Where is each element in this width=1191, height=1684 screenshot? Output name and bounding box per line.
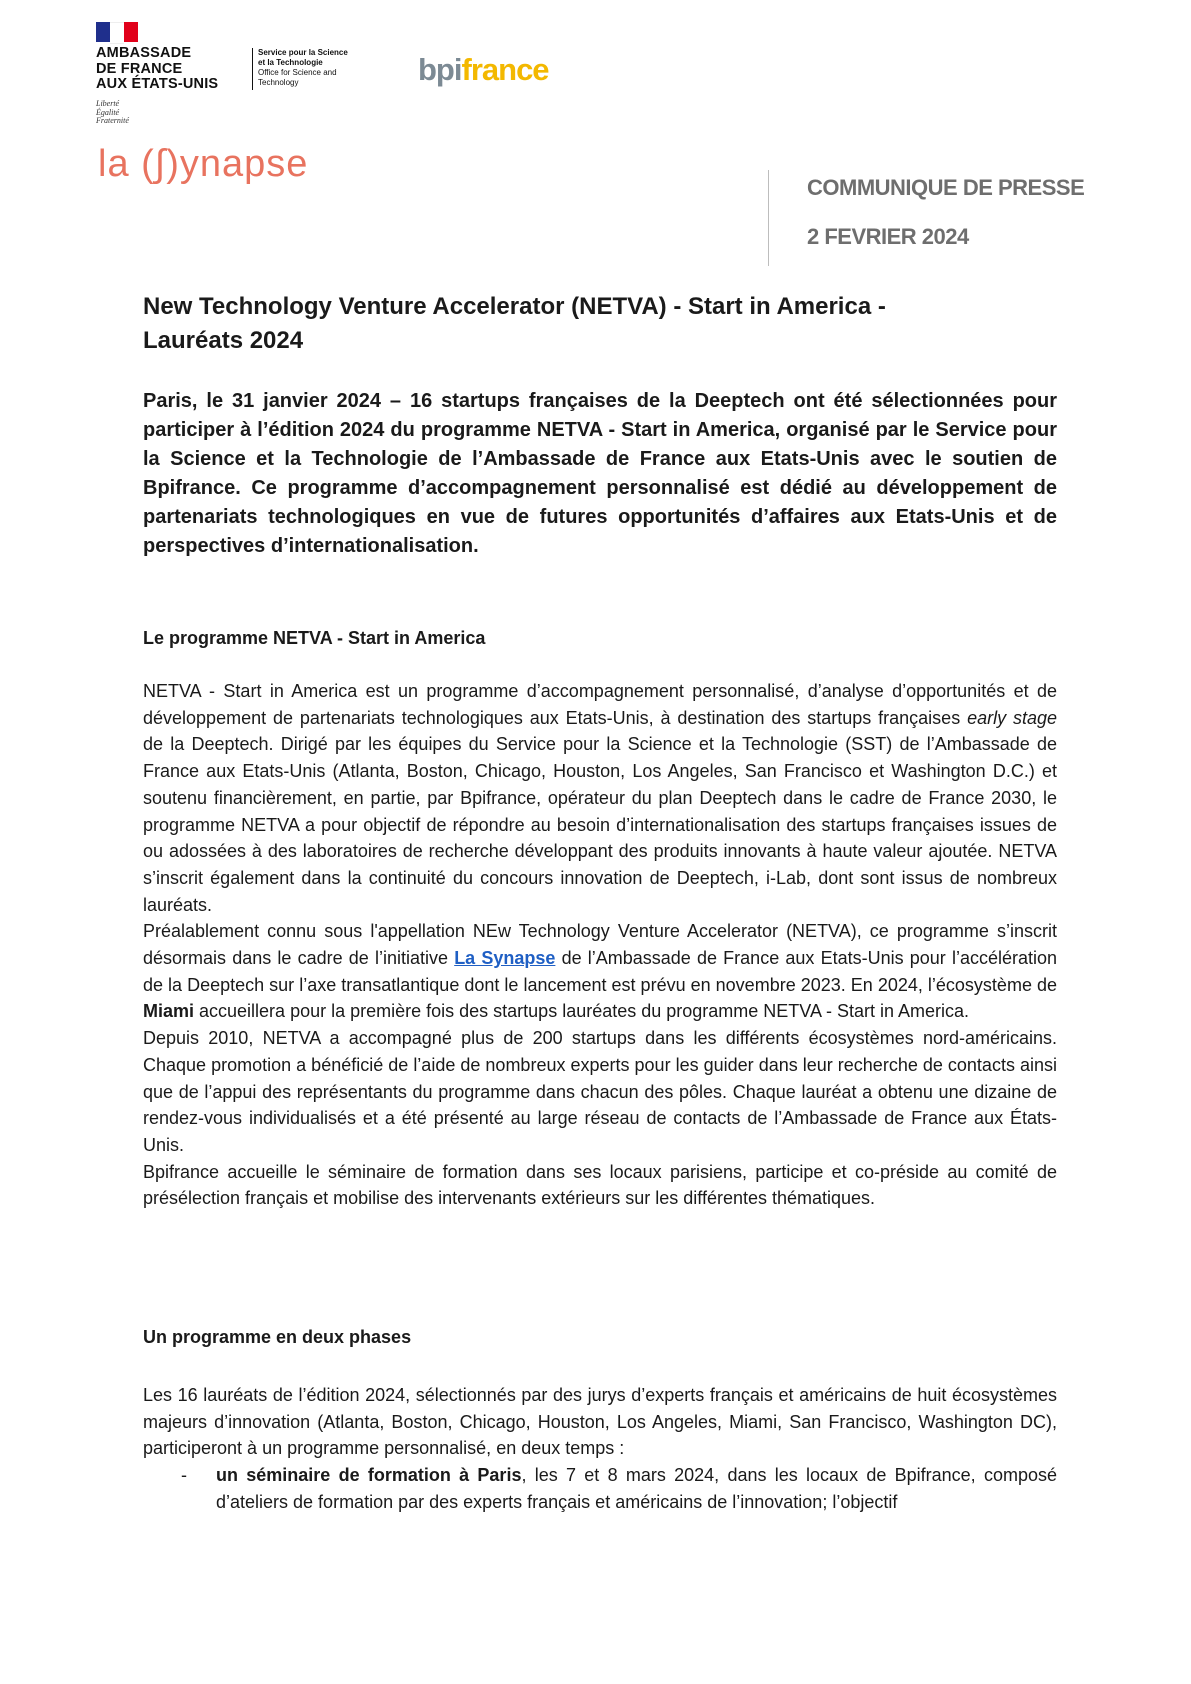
sst-line: Office for Science and — [258, 68, 337, 77]
french-flag-icon — [96, 22, 138, 42]
republic-motto — [96, 100, 129, 126]
emphasis-text: early stage — [967, 707, 1057, 728]
text-run: , les 7 et 8 mars 2024, dans les locaux de Bpifrance, composé d’ateliers de formation par des experts français et américains de l’innovation; l’objectif — [216, 1465, 1057, 1512]
section-body-programme — [143, 678, 1057, 1212]
embassy-line: AUX ÉTATS-UNIS — [96, 76, 219, 92]
paragraph: Les 16 lauréats de l’édition 2024, sélectionnés par des jurys d’experts français et américains de huit écosystèmes majeurs d’innovation (Atlanta, Boston, Chicago, Houston, Los Angeles, Miami, San Francisco, Washington DC), participeront à un programme personnalisé, en deux temps : — [143, 1385, 1057, 1459]
press-release-label: COMMUNIQUE DE PRESSE — [807, 175, 1085, 200]
la-synapse-link[interactable]: La Synapse — [454, 948, 556, 969]
text-run: de l’Ambassade de France aux Etats-Unis pour l’accélération de la Deeptech sur l’axe transatlantique dont le lancement est prévu en novembre 2023. En 2024, l’écosystème de — [143, 948, 1058, 995]
text-run: accueillera pour la première fois des startups lauréates du programme NETVA - Start in America. — [194, 1001, 970, 1022]
bullet-dash: - — [181, 1465, 187, 1486]
paragraph — [143, 678, 1057, 918]
section-heading-programme: Le programme NETVA - Start in America — [143, 628, 486, 648]
bpi-logo-part: bpi — [418, 52, 462, 87]
text-run: NETVA - Start in America est un programme d’accompagnement personnalisé, d’analyse d’opportunités et de développement de partenariats technologiques aux Etats-Unis, à destination des startups françaises — [143, 681, 1057, 728]
text-run: Préalablement connu sous l'appellation NEw Technology Venture Accelerator (NETVA), ce programme s’inscrit désormais dans le cadre de l’initiative — [143, 921, 1057, 969]
sst-logo-text — [258, 48, 348, 88]
bullet-text — [216, 1462, 1057, 1515]
section-heading-phases: Un programme en deux phases — [143, 1327, 412, 1347]
motto-line: Fraternité — [96, 116, 129, 125]
text-run: de la Deeptech. Dirigé par les équipes du Service pour la Science et la Technologie (SST) de l’Ambassade de France aux Etats-Unis (Atlanta, Boston, Chicago, Houston, Los Angeles, San Francisco et Washington D.C.) et soutenu financièrement, en partie, par Bpifrance, opérateur du plan Deeptech dans le cadre de France 2030, le programme NETVA a pour objectif de répondre au besoin d’internationalisation des startups françaises issues de ou adossées à des laboratoires de recherche développant des produits innovants à haute valeur ajoutée. NETVA s’inscrit également dans la continuité du concours innovation de Deeptech, i-Lab, dont sont issus de nombreux lauréats. — [143, 734, 1057, 915]
header-divider — [768, 170, 769, 266]
strong-text: un séminaire de formation à Paris — [216, 1465, 522, 1486]
embassy-logo-text — [96, 46, 218, 93]
france-logo-part: france — [461, 52, 549, 87]
paragraph: Bpifrance accueille le séminaire de formation dans ses locaux parisiens, participe et co-préside au comité de présélection français et mobilise des intervenants extérieurs sur les différentes thématiques. — [143, 1161, 1057, 1209]
paragraph — [143, 918, 1057, 1025]
logo-divider — [252, 48, 253, 90]
section-body-phases — [143, 1382, 1057, 1516]
title-line: New Technology Venture Accelerator (NETVA) - Start in America - — [143, 293, 886, 320]
list-item — [143, 1462, 1057, 1515]
sst-line: et la Technologie — [258, 58, 323, 67]
lead-paragraph: Paris, le 31 janvier 2024 – 16 startups françaises de la Deeptech ont été sélectionnées pour participer à l’édition 2024 du programme NETVA - Start in America, organisé par le Service pour la Science et la Technologie de l’Ambassade de France aux Etats-Unis avec le soutien de Bpifrance. Ce programme d’accompagnement personnalisé est dédié au développement de partenariats technologiques en vue de futures opportunités d’affaires aux Etats-Unis et de perspectives d’internationalisation. — [143, 390, 1057, 557]
bpifrance-logo — [418, 52, 549, 88]
embassy-line: DE FRANCE — [96, 60, 183, 77]
embassy-line: AMBASSADE — [96, 45, 192, 61]
paragraph: Depuis 2010, NETVA a accompagné plus de 200 startups dans les différents écosystèmes nord-américains. Chaque promotion a bénéficié de l’aide de nombreux experts pour les guider dans leur recherche de contacts ainsi que de l’appui des représentants du programme dans chacun des pôles. Chaque lauréat a obtenu une dizaine de rendez-vous individualisés et a été présenté au large réseau de contacts de l’Ambassade de France aux États-Unis. — [143, 1028, 1057, 1155]
strong-text: Miami — [143, 1001, 195, 1022]
document-title — [143, 290, 1023, 358]
sst-line: Service pour la Science — [258, 48, 348, 57]
press-release-date: 2 FEVRIER 2024 — [807, 224, 969, 249]
title-line: Lauréats 2024 — [143, 327, 304, 354]
sst-line: Technology — [258, 78, 299, 87]
la-synapse-logo: la (∫)ynapse — [98, 143, 309, 185]
motto-line: Égalité — [96, 107, 120, 117]
motto-line: Liberté — [96, 99, 120, 108]
